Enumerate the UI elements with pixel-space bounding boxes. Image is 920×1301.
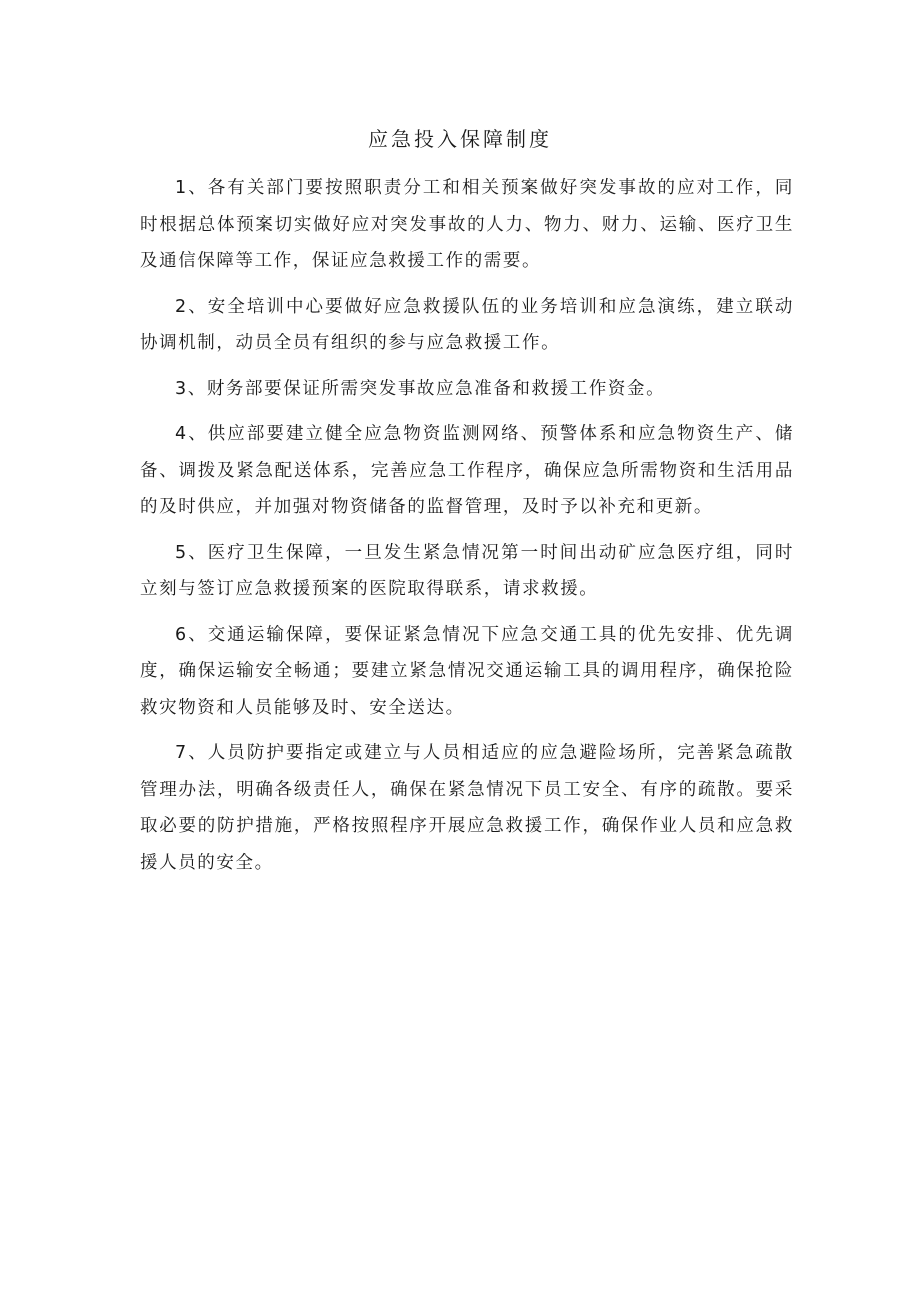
paragraph-6: 6、交通运输保障，要保证紧急情况下应急交通工具的优先安排、优先调度，确保运输安全畅通；要建立紧急情况交通运输工具的调用程序，确保抢险救灾物资和人员能够及时、安全送达。 [140, 624, 794, 718]
paragraph-4: 4、供应部要建立健全应急物资监测网络、预警体系和应急物资生产、储备、调拨及紧急配送体系，完善应急工作程序，确保应急所需物资和生活用品的及时供应，并加强对物资储备的监督管理，及时予以补充和更新。 [140, 424, 794, 517]
document-body [140, 170, 794, 890]
paragraph-7: 7、人员防护要指定或建立与人员相适应的应急避险场所，完善紧急疏散管理办法，明确各级责任人，确保在紧急情况下员工安全、有序的疏散。要采取必要的防护措施，严格按照程序开展应急救援工作，确保作业人员和应急救援人员的安全。 [140, 743, 794, 873]
paragraph-5: 5、医疗卫生保障，一旦发生紧急情况第一时间出动矿应急医疗组，同时立刻与签订应急救援预案的医院取得联系，请求救援。 [140, 542, 794, 599]
paragraph-1: 1、各有关部门要按照职责分工和相关预案做好突发事故的应对工作，同时根据总体预案切实做好应对突发事故的人力、物力、财力、运输、医疗卫生及通信保障等工作，保证应急救援工作的需要。 [140, 178, 794, 271]
document-title: 应急投入保障制度 [368, 127, 552, 151]
paragraph-3: 3、财务部要保证所需突发事故应急准备和救援工作资金。 [175, 378, 666, 399]
paragraph-2: 2、安全培训中心要做好应急救援队伍的业务培训和应急演练，建立联动协调机制，动员全员有组织的参与应急救援工作。 [140, 296, 794, 353]
